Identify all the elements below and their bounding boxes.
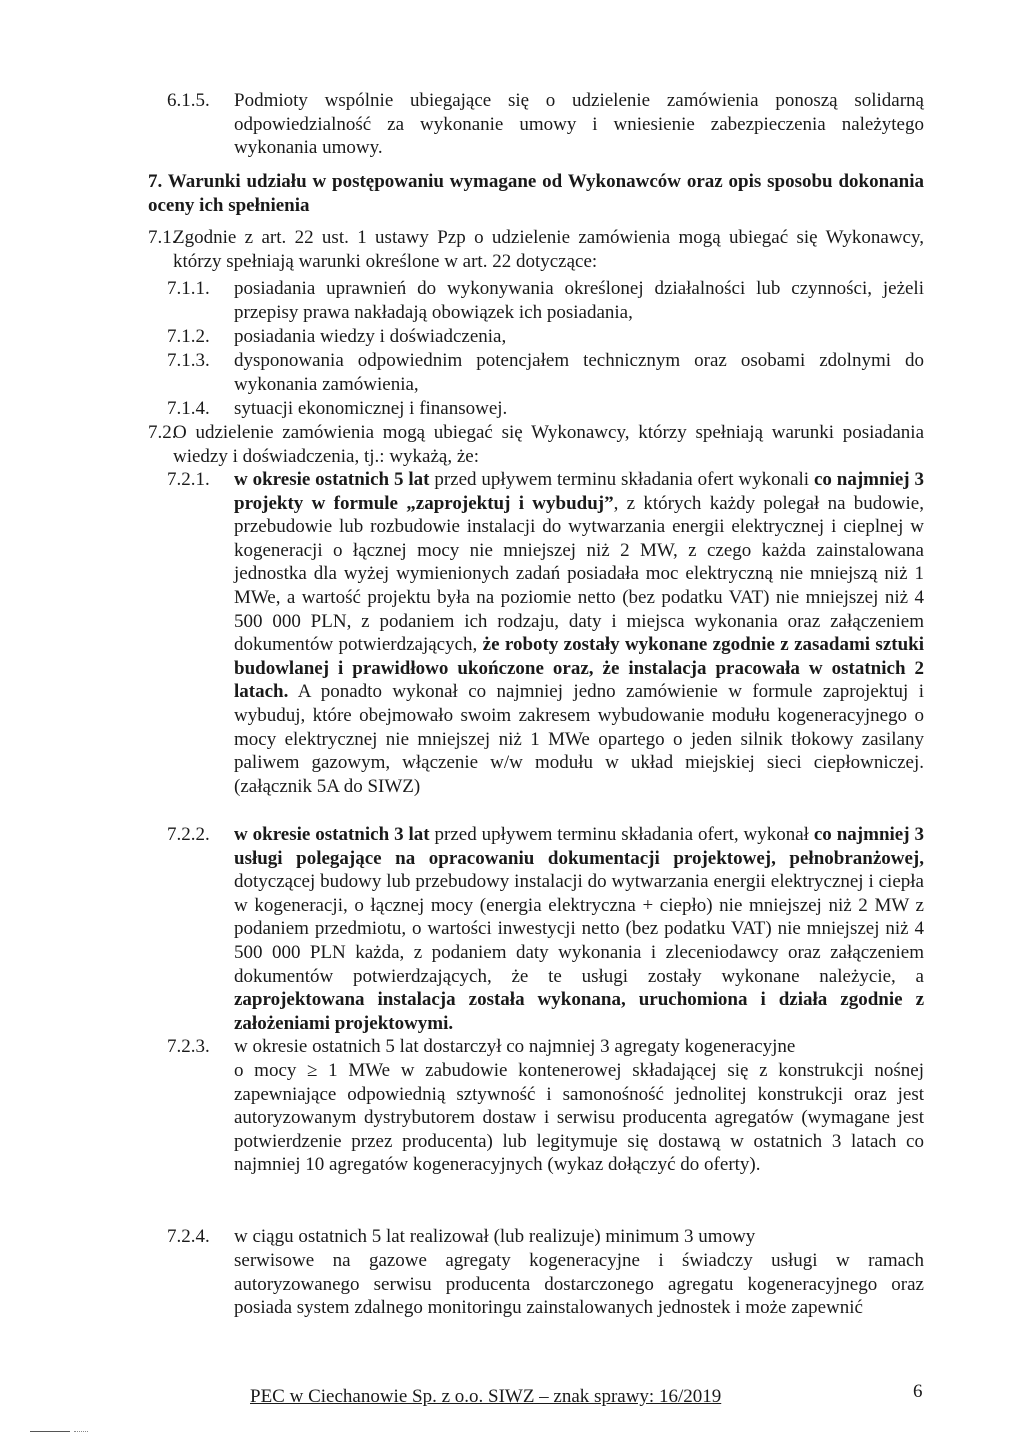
emphasis: co najmniej 3 usługi polegające na opracowaniu dokumentacji projektowej, pełnobranżowej, [234, 824, 924, 869]
list-item-7-1-4: sytuacji ekonomicznej i finansowej. [234, 398, 508, 419]
paragraph-7-2-3: o mocy ≥ 1 MWe w zabudowie kontenerowej składającej się z konstrukcji nośnej zapewniające odpowiednią sztywność i samonośność jednolitej konstrukcji oraz jest autoryzowanym dystrybutorem dostaw i serwisu producenta agregatów (wymagane jest potwierdzenie przez producenta) lub legitymuje się dostawą w ostatnich 3 latach co najmniej 10 agregatów kogeneracyjnych (wykaz dołączyć do oferty). [234, 1060, 924, 1176]
paragraph-7-2-1 [234, 468, 924, 798]
list-item-7-1-3: dysponowania odpowiednim potencjałem technicznym oraz osobami zdolnymi do wykonania zamówienia, [234, 350, 924, 395]
list-item-7-1-1: posiadania uprawnień do wykonywania określonej działalności lub czynności, jeżeli przepisy prawa nakładają obowiązek ich posiadania, [234, 278, 924, 323]
scan-mark [30, 1431, 70, 1432]
text-run: , z których każdy polegał na budowie, przebudowie lub rozbudowie instalacji do wytwarzania energii elektrycznej i cieplnej w kogeneracji o łącznej mocy nie mniejszej niż 2 MW, z czego każda zainstalowana jednostka dla wyżej wymienionych zadań posiadała moc elektryczną nie mniejszą niż 1 MWe, a wartość projektu była na poziomie netto (bez podatku VAT) nie mniejszej niż 4 500 000 PLN, z podaniem ich rodzaju, daty i miejsca wykonania oraz załączeniem dokumentów potwierdzających, [234, 492, 924, 656]
paragraph-7-2: O udzielenie zamówienia mogą ubiegać się Wykonawcy, którzy spełniają warunki posiadania wiedzy i doświadczenia, tj.: wykażą, że: [173, 422, 924, 467]
item-number: 7.1.4. [167, 398, 210, 419]
section-number: 7.2. [148, 422, 177, 443]
section-heading-7: 7. Warunki udziału w postępowaniu wymagane od Wykonawców oraz opis sposobu dokonania oceny ich spełnienia [148, 171, 924, 216]
section-number: 6.1.5. [167, 90, 210, 111]
emphasis: w okresie ostatnich 5 lat [234, 469, 430, 490]
scan-dots [74, 1431, 88, 1433]
item-number: 7.1.2. [167, 326, 210, 347]
paragraph-7-2-4: serwisowe na gazowe agregaty kogeneracyjne i świadczy usługi w ramach autoryzowanego serwisu producenta dostarczonego agregatu kogeneracyjnego oraz posiada system zdalnego monitoringu zainstalowanych jednostek i może zapewnić [234, 1250, 924, 1319]
text-run: przed upływem terminu składania ofert, wykonał [429, 824, 814, 845]
item-number: 7.2.1. [167, 469, 210, 490]
text-run: dotyczącej budowy lub przebudowy instalacji do wytwarzania energii elektrycznej i ciepła w kogeneracji, o łącznej mocy (energia elektryczna + ciepło) nie mniejszej niż 2 MW z podaniem przedmiotu, o wartości inwestycji netto (bez podatku VAT) nie mniejszej niż 4 500 000 PLN każda, z podaniem daty wykonania i zleceniodawcy oraz załączeniem dokumentów potwierdzających, że te usługi zostały wykonane należycie, a [234, 871, 924, 987]
page-footer: PEC w Ciechanowie Sp. z o.o. SIWZ – znak sprawy: 16/2019 [250, 1386, 722, 1407]
paragraph-7-2-4-line1: w ciągu ostatnich 5 lat realizował (lub realizuje) minimum 3 umowy [234, 1226, 756, 1247]
section-number: 7.1. [148, 227, 177, 248]
emphasis: że roboty zostały wykonane zgodnie z zasadami sztuki budowlanej i prawidłowo ukończone oraz, że instalacja pracowała w ostatnich 2 latach. [234, 634, 924, 703]
text-run: przed upływem terminu składania ofert wykonali [429, 469, 814, 490]
page-number: 6 [913, 1381, 923, 1402]
item-number: 7.2.4. [167, 1226, 210, 1247]
emphasis: w okresie ostatnich 3 lat [234, 824, 430, 845]
paragraph-7-2-2 [234, 823, 924, 1035]
emphasis: co najmniej 3 projekty w formule „zaprojektuj i wybuduj” [234, 469, 924, 514]
paragraph-6-1-5: Podmioty wspólnie ubiegające się o udzielenie zamówienia ponoszą solidarną odpowiedzialność za wykonanie umowy i wniesienie zabezpieczenia należytego wykonania umowy. [234, 90, 924, 159]
emphasis: zaprojektowana instalacja została wykonana, uruchomiona i działa zgodnie z założeniami projektowymi. [234, 989, 924, 1034]
text-run: A ponadto wykonał co najmniej jedno zamówienie w formule zaprojektuj i wybuduj, które obejmowało swoim zakresem wybudowanie modułu kogeneracyjnego o mocy elektrycznej nie mniejszej niż 1 MWe opartego o jeden silnik tłokowy zasilany paliwem gazowym, włączenie w/w modułu w układ miejskiej sieci ciepłowniczej. (załącznik 5A do SIWZ) [234, 681, 924, 797]
paragraph-7-1: Zgodnie z art. 22 ust. 1 ustawy Pzp o udzielenie zamówienia mogą ubiegać się Wykonawcy, którzy spełniają warunki określone w art. 22 dotyczące: [173, 227, 924, 272]
item-number: 7.1.3. [167, 350, 210, 371]
item-number: 7.2.3. [167, 1036, 210, 1057]
item-number: 7.1.1. [167, 278, 210, 299]
paragraph-7-2-3-line1: w okresie ostatnich 5 lat dostarczył co najmniej 3 agregaty kogeneracyjne [234, 1036, 796, 1057]
list-item-7-1-2: posiadania wiedzy i doświadczenia, [234, 326, 507, 347]
item-number: 7.2.2. [167, 824, 210, 845]
